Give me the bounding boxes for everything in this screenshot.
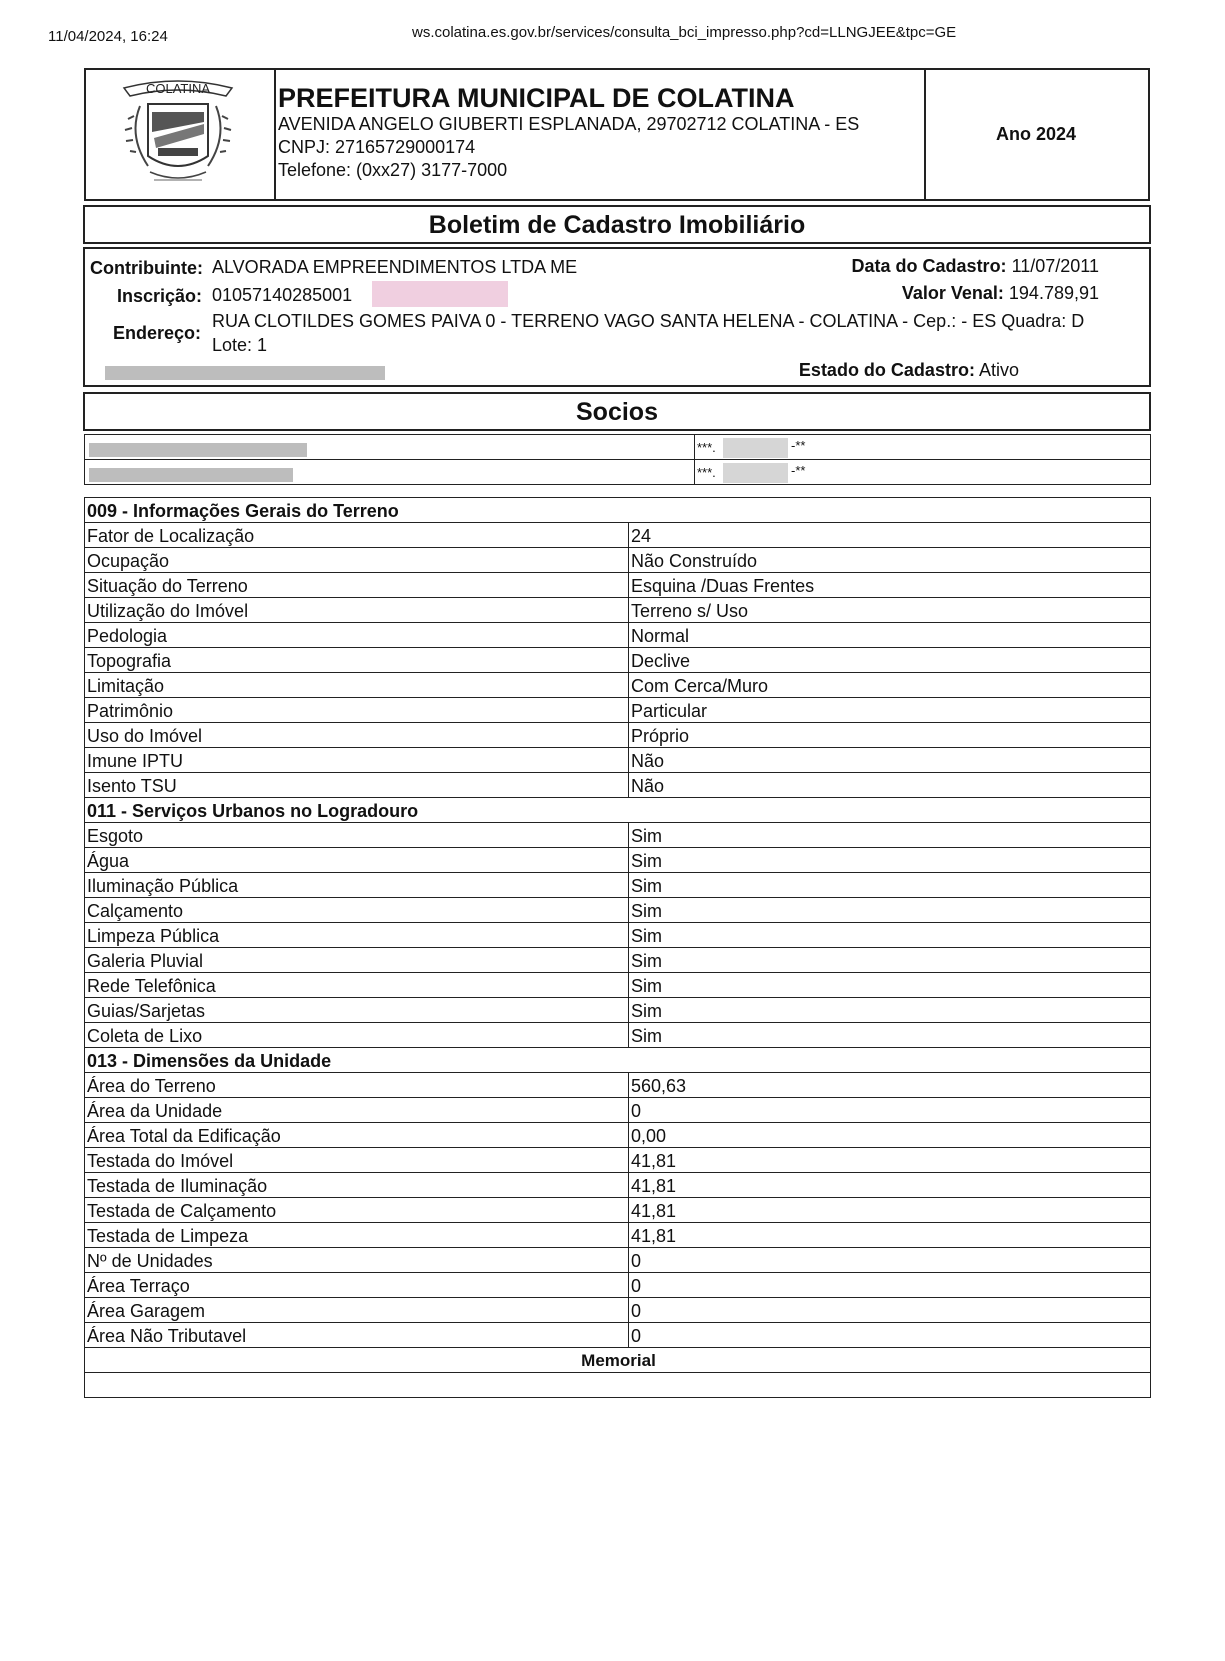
field-label: Utilização do Imóvel [85, 598, 629, 623]
estado-cadastro-value: Ativo [978, 360, 1019, 380]
field-value: Sim [629, 923, 1151, 948]
endereco-label: Endereço: [113, 323, 202, 343]
document-title: Boletim de Cadastro Imobiliário [428, 211, 806, 239]
svg-text:COLATINA: COLATINA [145, 81, 211, 96]
table-row [85, 998, 1151, 1023]
table-row [85, 1173, 1151, 1198]
prefeitura-phone: Telefone: (0xx27) 3177-7000 [278, 160, 508, 180]
valor-venal-value: 194.789,91 [1008, 283, 1099, 303]
field-label: Área Não Tributavel [85, 1323, 629, 1348]
socio-row [85, 435, 1151, 460]
data-cadastro-row [852, 256, 1099, 277]
field-label: Patrimônio [85, 698, 629, 723]
field-label: Coleta de Lixo [85, 1023, 629, 1048]
field-label: Uso do Imóvel [85, 723, 629, 748]
table-row [85, 898, 1151, 923]
field-value: Com Cerca/Muro [629, 673, 1151, 698]
table-row [85, 773, 1151, 798]
memorial-title: Memorial [85, 1348, 1151, 1373]
socio-doc-prefix: ***. [697, 440, 716, 455]
table-row [85, 973, 1151, 998]
field-label: Área da Unidade [85, 1098, 629, 1123]
field-value: Normal [629, 623, 1151, 648]
socio-row [85, 460, 1151, 485]
table-row [85, 823, 1151, 848]
table-row [85, 748, 1151, 773]
table-row [85, 623, 1151, 648]
table-row [85, 723, 1151, 748]
field-value: Sim [629, 873, 1151, 898]
prefeitura-address: AVENIDA ANGELO GIUBERTI ESPLANADA, 29702712 COLATINA - ES [278, 114, 860, 134]
prefeitura-title: PREFEITURA MUNICIPAL DE COLATINA [278, 83, 795, 113]
contribuinte-label: Contribuinte: [90, 258, 203, 278]
field-label: Testada de Limpeza [85, 1223, 629, 1248]
year-label: Ano 2024 [996, 124, 1077, 144]
redacted-block [89, 468, 293, 482]
field-label: Calçamento [85, 898, 629, 923]
field-label: Galeria Pluvial [85, 948, 629, 973]
field-value: 560,63 [629, 1073, 1151, 1098]
table-row [85, 848, 1151, 873]
header-box [84, 68, 1150, 201]
field-label: Iluminação Pública [85, 873, 629, 898]
field-label: Limitação [85, 673, 629, 698]
field-value: Não Construído [629, 548, 1151, 573]
table-row [85, 1298, 1151, 1323]
print-url: ws.colatina.es.gov.br/services/consulta_bci_impresso.php?cd=LLNGJEE&tpc=GE [412, 24, 957, 41]
field-label: Área do Terreno [85, 1073, 629, 1098]
print-datetime: 11/04/2024, 16:24 [48, 28, 168, 45]
socio-doc-prefix: ***. [697, 465, 716, 480]
section-title: 011 - Serviços Urbanos no Logradouro [85, 798, 1151, 823]
field-label: Testada de Iluminação [85, 1173, 629, 1198]
redacted-block [723, 463, 788, 483]
document-title-box [83, 205, 1151, 244]
field-value: Próprio [629, 723, 1151, 748]
table-row [85, 948, 1151, 973]
socios-title-box [83, 392, 1151, 431]
field-value: Não [629, 773, 1151, 798]
table-row [85, 648, 1151, 673]
field-value: 0 [629, 1098, 1151, 1123]
field-label: Nº de Unidades [85, 1248, 629, 1273]
field-label: Testada de Calçamento [85, 1198, 629, 1223]
inscricao-label: Inscrição: [117, 286, 203, 306]
field-value: Sim [629, 998, 1151, 1023]
field-value: 0 [629, 1273, 1151, 1298]
field-label: Imune IPTU [85, 748, 629, 773]
colatina-logo [114, 76, 242, 194]
field-label: Esgoto [85, 823, 629, 848]
field-label: Área Total da Edificação [85, 1123, 629, 1148]
prefeitura-cnpj: CNPJ: 27165729000174 [278, 137, 476, 157]
table-row [85, 673, 1151, 698]
table-row [85, 548, 1151, 573]
table-row [85, 523, 1151, 548]
field-value: Sim [629, 848, 1151, 873]
field-value: 0 [629, 1248, 1151, 1273]
valor-venal-label: Valor Venal: [901, 283, 1004, 303]
field-value: 0 [629, 1298, 1151, 1323]
field-value: Terreno s/ Uso [629, 598, 1151, 623]
field-value: Sim [629, 898, 1151, 923]
table-row [85, 1323, 1151, 1348]
field-label: Fator de Localização [85, 523, 629, 548]
valor-venal-row [902, 283, 1099, 304]
field-value: Esquina /Duas Frentes [629, 573, 1151, 598]
table-row [85, 1023, 1151, 1048]
field-label: Topografia [85, 648, 629, 673]
table-row [85, 923, 1151, 948]
table-row [85, 1123, 1151, 1148]
socios-title: Socios [576, 398, 658, 426]
socio-name-cell [85, 460, 695, 485]
data-cadastro-label: Data do Cadastro: [851, 256, 1007, 276]
field-label: Pedologia [85, 623, 629, 648]
field-label: Rede Telefônica [85, 973, 629, 998]
contribuinte-value: ALVORADA EMPREENDIMENTOS LTDA ME [212, 257, 578, 277]
redacted-block [372, 281, 508, 307]
section-header-row [85, 1048, 1151, 1073]
socio-doc-suffix: -** [791, 463, 806, 478]
redacted-block [89, 443, 307, 457]
estado-cadastro-row [799, 360, 1019, 381]
socio-doc-cell [695, 435, 1151, 460]
endereco-line1: RUA CLOTILDES GOMES PAIVA 0 - TERRENO VAGO SANTA HELENA - COLATINA - Cep.: - ES Quadra: D [212, 311, 1085, 331]
table-row [85, 698, 1151, 723]
table-row [85, 598, 1151, 623]
field-value: 41,81 [629, 1148, 1151, 1173]
table-row [85, 1073, 1151, 1098]
field-label: Água [85, 848, 629, 873]
field-value: 41,81 [629, 1223, 1151, 1248]
socio-doc-suffix: -** [791, 438, 806, 453]
socios-table [84, 434, 1151, 485]
section-header-row [85, 498, 1151, 523]
field-value: Sim [629, 948, 1151, 973]
socio-doc-cell [695, 460, 1151, 485]
field-value: 24 [629, 523, 1151, 548]
table-row [85, 1273, 1151, 1298]
table-row [85, 1248, 1151, 1273]
field-value: 0,00 [629, 1123, 1151, 1148]
field-value: Sim [629, 1023, 1151, 1048]
property-data-table [84, 497, 1151, 1398]
endereco-line2: Lote: 1 [212, 335, 268, 355]
info-box [83, 247, 1151, 387]
field-label: Área Terraço [85, 1273, 629, 1298]
field-value: Particular [629, 698, 1151, 723]
memorial-header-row [85, 1348, 1151, 1373]
field-value: Sim [629, 823, 1151, 848]
table-row [85, 573, 1151, 598]
memorial-content [85, 1373, 1151, 1398]
field-value: Declive [629, 648, 1151, 673]
field-value: Sim [629, 973, 1151, 998]
table-row [85, 1148, 1151, 1173]
table-row [85, 1198, 1151, 1223]
field-value: 41,81 [629, 1198, 1151, 1223]
field-value: 0 [629, 1323, 1151, 1348]
socio-name-cell [85, 435, 695, 460]
redacted-block [723, 438, 788, 458]
table-row [85, 873, 1151, 898]
field-label: Guias/Sarjetas [85, 998, 629, 1023]
field-label: Isento TSU [85, 773, 629, 798]
redacted-block [105, 366, 385, 380]
section-header-row [85, 798, 1151, 823]
field-label: Limpeza Pública [85, 923, 629, 948]
field-value: Não [629, 748, 1151, 773]
table-row [85, 1223, 1151, 1248]
section-title: 013 - Dimensões da Unidade [85, 1048, 1151, 1073]
field-label: Situação do Terreno [85, 573, 629, 598]
field-label: Área Garagem [85, 1298, 629, 1323]
inscricao-value: 01057140285001 [212, 285, 353, 305]
data-cadastro-value: 11/07/2011 [1011, 256, 1099, 276]
memorial-content-row [85, 1373, 1151, 1398]
table-row [85, 1098, 1151, 1123]
section-title: 009 - Informações Gerais do Terreno [85, 498, 1151, 523]
estado-cadastro-label: Estado do Cadastro: [798, 360, 975, 380]
field-value: 41,81 [629, 1173, 1151, 1198]
field-label: Ocupação [85, 548, 629, 573]
field-label: Testada do Imóvel [85, 1148, 629, 1173]
